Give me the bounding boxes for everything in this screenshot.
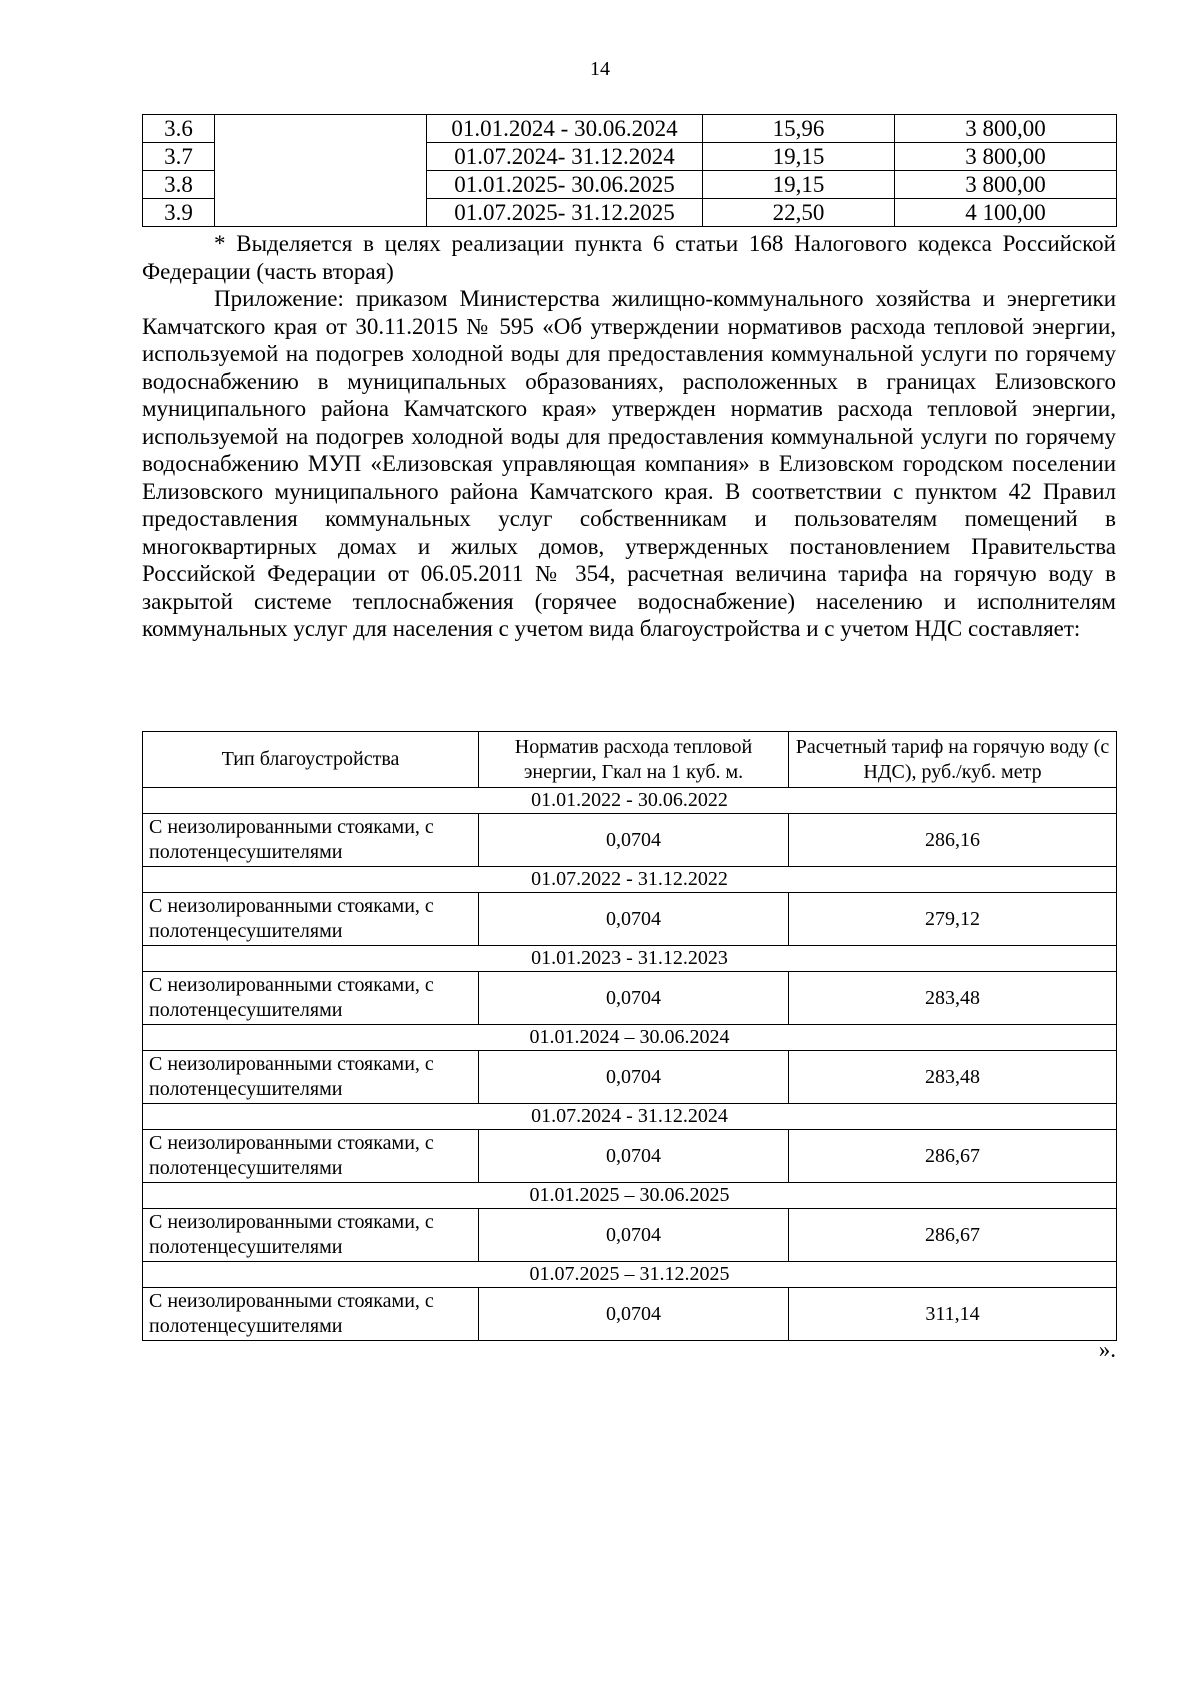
merged-empty-cell <box>215 115 427 227</box>
norm-value: 0,0704 <box>479 814 789 867</box>
norm-value: 0,0704 <box>479 972 789 1025</box>
row-value1: 22,50 <box>703 199 895 227</box>
norm-value: 0,0704 <box>479 1130 789 1183</box>
page-number: 14 <box>590 58 610 80</box>
tariff-value: 283,48 <box>789 1051 1117 1104</box>
norm-value: 0,0704 <box>479 1209 789 1262</box>
row-value1: 15,96 <box>703 115 895 143</box>
period-row <box>143 946 1117 972</box>
period-label: 01.01.2023 - 31.12.2023 <box>143 946 1117 972</box>
row-value1: 19,15 <box>703 143 895 171</box>
amenity-type: С неизолированными стояками, с полотенцесушителями <box>143 1288 479 1341</box>
body-text <box>142 230 1116 643</box>
period-label: 01.01.2022 - 30.06.2022 <box>143 788 1117 814</box>
table-row <box>143 893 1117 946</box>
header-norm: Норматив расхода тепловой энергии, Гкал на 1 куб. м. <box>479 732 789 788</box>
table-row <box>143 1288 1117 1341</box>
row-number: 3.6 <box>143 115 215 143</box>
closing-quote: ». <box>1098 1337 1116 1362</box>
period-row <box>143 1262 1117 1288</box>
row-number: 3.9 <box>143 199 215 227</box>
period-label: 01.01.2025 – 30.06.2025 <box>143 1183 1117 1209</box>
period-row <box>143 1025 1117 1051</box>
row-value2: 3 800,00 <box>895 143 1117 171</box>
period-label: 01.07.2024 - 31.12.2024 <box>143 1104 1117 1130</box>
amenity-type: С неизолированными стояками, с полотенцесушителями <box>143 814 479 867</box>
table-row <box>143 972 1117 1025</box>
table-header-row <box>143 732 1117 788</box>
amenity-type: С неизолированными стояками, с полотенцесушителями <box>143 1209 479 1262</box>
period-row <box>143 867 1117 893</box>
amenity-type: С неизолированными стояками, с полотенцесушителями <box>143 1051 479 1104</box>
header-type: Тип благоустройства <box>143 732 479 788</box>
tariff-value: 286,67 <box>789 1209 1117 1262</box>
row-value1: 19,15 <box>703 171 895 199</box>
period-label: 01.01.2024 – 30.06.2024 <box>143 1025 1117 1051</box>
amenity-type: С неизолированными стояками, с полотенцесушителями <box>143 1130 479 1183</box>
table-row <box>143 1130 1117 1183</box>
norm-value: 0,0704 <box>479 1288 789 1341</box>
norm-value: 0,0704 <box>479 1051 789 1104</box>
period-label: 01.07.2022 - 31.12.2022 <box>143 867 1117 893</box>
table-row <box>143 1209 1117 1262</box>
row-period: 01.07.2024- 31.12.2024 <box>427 143 703 171</box>
row-value2: 3 800,00 <box>895 115 1117 143</box>
row-value2: 4 100,00 <box>895 199 1117 227</box>
tariff-table <box>142 114 1117 227</box>
row-period: 01.01.2025- 30.06.2025 <box>427 171 703 199</box>
row-number: 3.7 <box>143 143 215 171</box>
period-label: 01.07.2025 – 31.12.2025 <box>143 1262 1117 1288</box>
table-row <box>143 115 1117 143</box>
period-row <box>143 1183 1117 1209</box>
footnote: * Выделяется в целях реализации пункта 6 статьи 168 Налогового кодекса Российской Федерации (часть вторая) <box>142 231 1116 284</box>
norm-table <box>142 731 1117 1341</box>
tariff-value: 286,16 <box>789 814 1117 867</box>
appendix-paragraph: Приложение: приказом Министерства жилищно-коммунального хозяйства и энергетики Камчатского края от 30.11.2015 № 595 «Об утверждении нормативов расхода тепловой энергии, используемой на подогрев холодной воды для предоставления коммунальной услуги по горячему водоснабжению в муниципальных образованиях, расположенных в границах Елизовского муниципального района Камчатского края» утвержден норматив расхода тепловой энергии, используемой на подогрев холодной воды для предоставления коммунальной услуги по горячему водоснабжению МУП «Елизовская управляющая компания» в Елизовском городском поселении Елизовского муниципального района Камчатского края. В соответствии с пунктом 42 Правил предоставления коммунальных услуг собственникам и пользователям помещений в многоквартирных домах и жилых домов, утвержденных постановлением Правительства Российской Федерации от 06.05.2011 № 354, расчетная величина тарифа на горячую воду в закрытой системе теплоснабжения (горячее водоснабжение) населению и исполнителям коммунальных услуг для населения с учетом вида благоустройства и с учетом НДС составляет: <box>142 286 1116 641</box>
tariff-value: 311,14 <box>789 1288 1117 1341</box>
norm-value: 0,0704 <box>479 893 789 946</box>
table-row <box>143 814 1117 867</box>
row-number: 3.8 <box>143 171 215 199</box>
header-tariff: Расчетный тариф на горячую воду (с НДС), руб./куб. метр <box>789 732 1117 788</box>
amenity-type: С неизолированными стояками, с полотенцесушителями <box>143 893 479 946</box>
row-period: 01.07.2025- 31.12.2025 <box>427 199 703 227</box>
tariff-value: 286,67 <box>789 1130 1117 1183</box>
tariff-value: 279,12 <box>789 893 1117 946</box>
period-row <box>143 1104 1117 1130</box>
row-value2: 3 800,00 <box>895 171 1117 199</box>
table-row <box>143 1051 1117 1104</box>
period-row <box>143 788 1117 814</box>
row-period: 01.01.2024 - 30.06.2024 <box>427 115 703 143</box>
amenity-type: С неизолированными стояками, с полотенцесушителями <box>143 972 479 1025</box>
tariff-value: 283,48 <box>789 972 1117 1025</box>
